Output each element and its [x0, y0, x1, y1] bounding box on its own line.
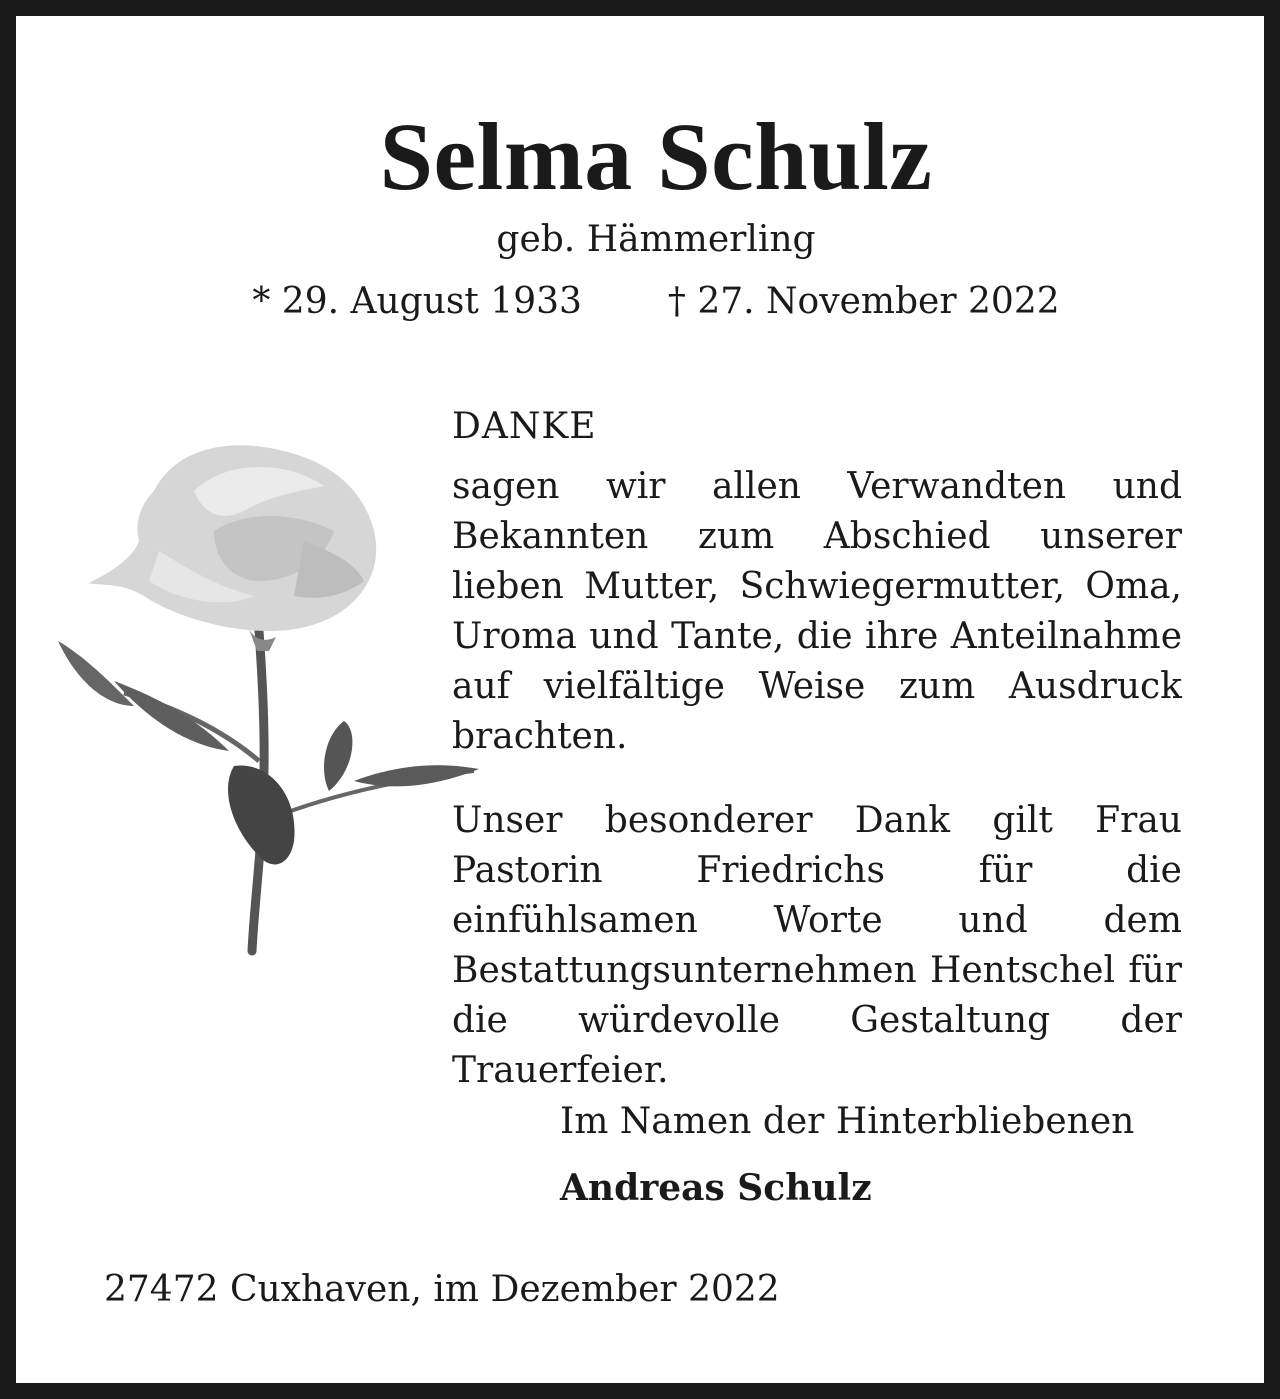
death-date: † 27. November 2022: [667, 281, 1060, 322]
deceased-name: Selma Schulz: [379, 103, 933, 210]
thanks-paragraph-2: Unser besonderer Dank gilt Frau Pastorin Friedrichs für die einfühlsamen Worte und dem Bestattungsunternehmen Hentschel für die würdevolle Gestaltung der Trauerfeier.: [452, 800, 1182, 1091]
rose-icon: [54, 431, 494, 961]
birth-date: * 29. August 1933: [252, 281, 582, 322]
place-and-date: 27472 Cuxhaven, im Dezember 2022: [104, 1269, 780, 1310]
life-dates: [16, 278, 1280, 326]
signer-name: Andreas Schulz: [560, 1167, 872, 1209]
birth-name: geb. Hämmerling: [496, 219, 816, 260]
thanks-heading: DANKE: [452, 406, 597, 447]
thanks-paragraph-1: sagen wir allen Verwandten und Bekannten zum Abschied unserer lieben Mutter, Schwiegermutter, Oma, Uroma und Tante, die ihre Anteilnahme auf vielfältige Weise zum Ausdruck brachten.: [452, 466, 1182, 757]
closing-line: Im Namen der Hinterbliebenen: [560, 1101, 1135, 1142]
